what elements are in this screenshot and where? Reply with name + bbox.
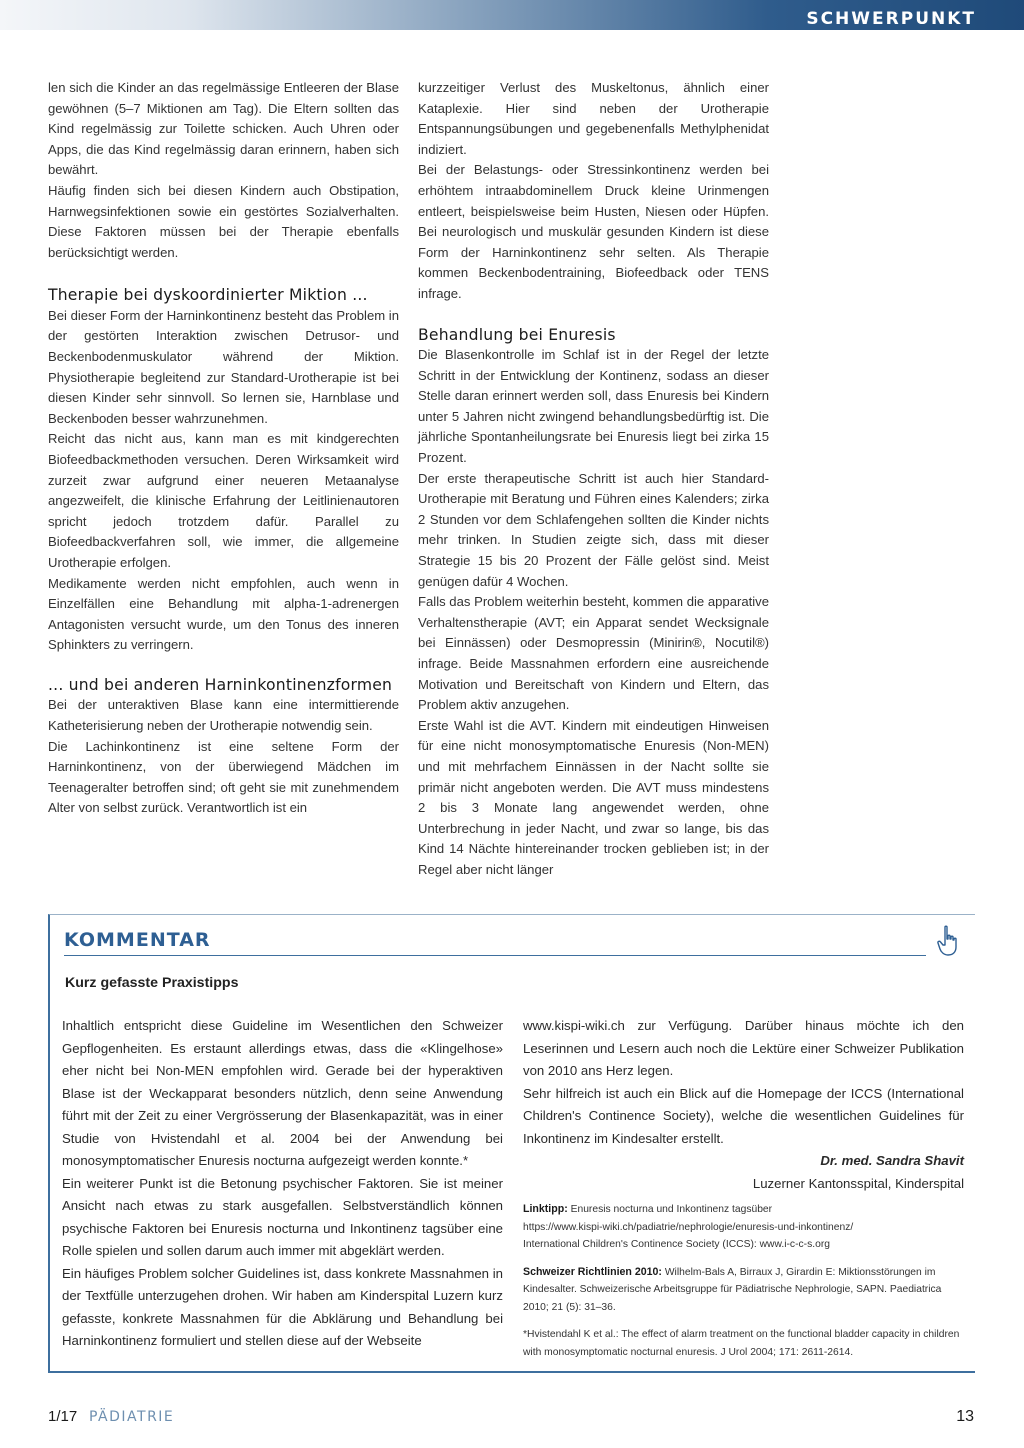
section-heading: Therapie bei dyskoordinierter Miktion ... — [48, 286, 368, 305]
page-number: 13 — [956, 1408, 974, 1425]
kommentar-column-left — [62, 1015, 503, 1353]
paragraph: Häufig finden sich bei diesen Kindern auch Obstipation, Harnwegsinfektionen sowie ein gestörtes Sozialverhalten. Diese Faktoren müssen bei der Therapie ebenfalls berücksichtigt werden. — [48, 182, 399, 260]
paragraph: Erste Wahl ist die AVT. Kindern mit eindeutigen Hinweisen für eine nicht monosymptomatische Enuresis (Non-MEN) und mit mehrfachem Einnässen in der Nacht sollte sie primär nicht angeboten werden. Die AVT muss mindestens 2 bis 3 Monate lang angewendet werden, ohne Unterbrechung in jeder Nacht, und zwar so lange, bis das Kind 14 Nächte hintereinander trocken geblieben ist; in der Regel aber nicht länger — [418, 717, 769, 877]
paragraph: Bei der Belastungs- oder Stressinkontinenz werden bei erhöhtem intraabdominellem Druck kleine Urinmengen entleert, beispielsweise beim Husten, Niesen oder Hüpfen. Bei neurologisch und muskulär gesunden Kindern ist diese Form der Harninkontinenz sehr selten. Als Therapie kommen Beckenbodentraining, Biofeedback oder TENS infrage. — [418, 162, 769, 301]
link-tip-text: Enuresis nocturna und Inkontinenz tagsüber — [570, 1204, 773, 1215]
paragraph: Inhaltlich entspricht diese Guideline im Wesentlichen den Schweizer Gepflogenheiten. Es erstaunt allerdings etwas, dass die «Klingelhose» eher nicht bei Non-MEN empfohlen wird. Gerade bei der hyperaktiven Blase ist der Weckapparat besonders nützlich, denn seine Anwendung führt mit der Zeit zu einer Vergrösserung der Blasenkapazität, was in einer Studie von Hvistendahl et al. 2004 bei der Anwendung bei monosymptomatischer Enuresis nocturna aufgezeigt werden konnte.* — [62, 1018, 503, 1168]
paragraph: Falls das Problem weiterhin besteht, kommen die apparative Verhaltenstherapie (AVT; ein Apparat sendet Wecksignale bei Einnässen) oder Desmopressin (Minirin®, Nocutil®) infrage. Beide Massnahmen erfordern eine ausreichende Motivation und Bereitschaft von Kindern und Eltern, das Problem aktiv anzugehen. — [418, 594, 769, 713]
article-column-left — [48, 78, 399, 819]
link-tip — [523, 1201, 964, 1254]
author-affiliation: Luzerner Kantonsspital, Kinderspital — [752, 1175, 964, 1191]
section-heading: Behandlung bei Enuresis — [418, 325, 616, 344]
paragraph: Die Lachinkontinenz ist eine seltene Form der Harninkontinenz, von der überwiegend Mädchen im Teenageralter betroffen sind; oft geht sie mit zunehmendem Alter von selbst zurück. Verantwortlich ist ein — [48, 738, 399, 816]
section-heading: ... und bei anderen Harninkontinenzformen — [48, 675, 393, 694]
kommentar-column-right — [523, 1015, 964, 1361]
header-banner — [0, 0, 1024, 30]
paragraph: Ein häufiges Problem solcher Guidelines ist, dass konkrete Massnahmen in der Textfülle unterzugehen drohen. Wir haben am Kinderspital Luzern kurz gefasste, konkrete Massnahmen für die Abklärung und Behandlung bei Harninkontinenz formuliert und stellen diese auf der Webseite — [62, 1265, 503, 1348]
paragraph: Sehr hilfreich ist auch ein Blick auf die Homepage der ICCS (International Children's Continence Society), welche die wesentlichen Guidelines für Inkontinenz im Kindesalter erstellt. — [523, 1085, 964, 1146]
section-label: SCHWERPUNKT — [806, 9, 976, 29]
link-tip-iccs[interactable]: International Children's Continence Society (ICCS): www.i-c-c-s.org — [523, 1239, 830, 1250]
paragraph: www.kispi-wiki.ch zur Verfügung. Darüber hinaus möchte ich den Leserinnen und Lesern auch noch die Lektüre einer Schweizer Publikation von 2010 ans Herz legen. — [523, 1018, 964, 1078]
paragraph: Der erste therapeutische Schritt ist auch hier Standard-Urotherapie mit Beratung und Führen eines Kalenders; zirka 2 Stunden vor dem Schlafengehen sollten die Kinder nichts mehr trinken. In Studien zeigte sich, dass mit dieser Strategie 15 bis 20 Prozent der Fälle gelöst sind. Meist genügen dafür 4 Wochen. — [418, 470, 769, 589]
pointing-hand-icon — [936, 925, 962, 957]
paragraph: Reicht das nicht aus, kann man es mit kindgerechten Biofeedbackmethoden versuchen. Deren Wirksamkeit wird zurzeit zwar aufgrund einer neueren Metaanalyse angezweifelt, die klinische Erfahrung der Leitlinienautoren spricht jedoch trotzdem dafür. Parallel zu Biofeedbackverfahren soll, wie immer, die allgemeine Urotherapie erfolgen. — [48, 431, 399, 570]
kommentar-subtitle: Kurz gefasste Praxistipps — [65, 975, 239, 991]
paragraph: Medikamente werden nicht empfohlen, auch wenn in Einzelfällen eine Behandlung mit alpha-1-adrenergen Antagonisten versucht wurde, um den Tonus des inneren Sphinkters zu verringern. — [48, 575, 399, 653]
paragraph: Bei dieser Form der Harninkontinenz besteht das Problem in der gestörten Interaktion zwischen Detrusor- und Beckenbodenmuskulator während der Miktion. Physiotherapie begleitend zur Standard-Urotherapie ist bei diesen Kinder sehr sinnvoll. So lernen sie, Harnblase und Beckenboden besser wahrzunehmen. — [48, 307, 399, 426]
reference-text: Wilhelm-Bals A, Birraux J, Girardin E: Miktionsstörungen im Kindesalter. Schweizerische Arbeitsgruppe für Pädiatrische Nephrologie, SAPN. Paediatrica 2010; 21 (5): 31–36. — [523, 1266, 942, 1313]
kommentar-title: KOMMENTAR — [64, 929, 211, 951]
link-tip-label: Linktipp: — [523, 1203, 568, 1215]
kommentar-rule — [64, 955, 926, 956]
author-name: Dr. med. Sandra Shavit — [820, 1153, 964, 1168]
link-tip-url[interactable]: https://www.kispi-wiki.ch/padiatrie/nephrologie/enuresis-und-inkontinenz/ — [523, 1221, 854, 1233]
reference-footnote: *Hvistendahl K et al.: The effect of alarm treatment on the functional bladder capacity in children with monosymptomatic nocturnal enuresis. J Urol 2004; 171: 2611-2614. — [523, 1329, 960, 1358]
paragraph: Bei der unteraktiven Blase kann eine intermittierende Katheterisierung neben der Urotherapie notwendig sein. — [48, 697, 399, 734]
paragraph: len sich die Kinder an das regelmässige Entleeren der Blase gewöhnen (5–7 Miktionen am Tag). Die Eltern sollten das Kind regelmässig zur Toilette schicken. Auch Uhren oder Apps, die das Kind regelmässig daran erinnern, haben sich bewährt. — [48, 80, 399, 178]
footer-issue: 1/17 — [48, 1408, 78, 1425]
paragraph: Ein weiterer Punkt ist die Betonung psychischer Faktoren. Sie ist meiner Ansicht nach etwas zu stark ausgefallen. Selbstverständlich können psychische Faktoren bei Enuresis nocturna und Inkontinenz tagsüber eine Rolle spielen und sollen darum auch immer mit abgeklärt werden. — [62, 1175, 503, 1258]
footer-brand: PÄDIATRIE — [89, 1409, 175, 1425]
kommentar-box — [48, 914, 975, 1373]
reference-label: Schweizer Richtlinien 2010: — [523, 1265, 662, 1278]
article-column-right — [418, 78, 769, 880]
paragraph: kurzzeitiger Verlust des Muskeltonus, ähnlich einer Kataplexie. Hier sind neben der Urotherapie Entspannungsübungen und gegebenenfalls Methylphenidat indiziert. — [418, 80, 769, 157]
paragraph: Die Blasenkontrolle im Schlaf ist in der Regel der letzte Schritt in der Entwicklung der Kontinenz, sodass an dieser Stelle daran erinnert werden soll, dass Enuresis bei Kindern unter 5 Jahren nicht zwingend behandlungsbedürftig ist. Die jährliche Spontanheilungsrate bei Enuresis liegt bei zirka 15 Prozent. — [418, 347, 769, 465]
reference-swiss-guidelines — [523, 1264, 964, 1317]
